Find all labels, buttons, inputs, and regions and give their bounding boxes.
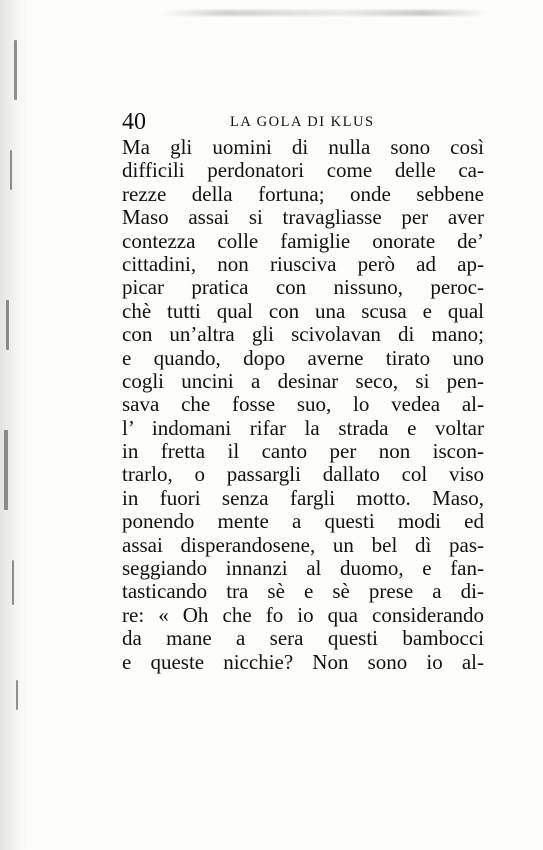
text-line: cogli uncini a desinar seco, si pen- [122,368,484,393]
text-line: con un’altra gli scivolavan di mano; [122,322,484,347]
binding-mark [6,300,9,350]
scan-shadow-top [160,10,490,16]
text-line: Maso assai si travagliasse per aver [122,205,484,230]
text-line: chè tutti qual con una scusa e qual [122,298,484,323]
text-line: picar pratica con nissuno, peroc- [122,275,484,300]
text-line: ponendo mente a questi modi ed [122,509,484,534]
binding-mark [12,560,14,605]
text-line: assai disperandosene, un bel dì pas- [122,532,484,557]
binding-edge [0,0,28,850]
text-line: in fuori senza fargli motto. Maso, [122,485,484,510]
text-line: Ma gli uomini di nulla sono così [122,135,484,159]
binding-mark [16,680,18,710]
text-line: difficili perdonatori come delle ca- [122,158,484,183]
binding-mark [4,430,8,510]
binding-mark [10,150,12,190]
text-line: l’ indomani rifar la strada e voltar [122,415,484,440]
text-line: trarlo, o passargli dallato col viso [122,462,484,487]
body-text [122,136,484,674]
page-number: 40 [122,109,146,135]
text-line: e quando, dopo averne tirato uno [122,345,484,370]
running-title: LA GOLA DI KLUS [230,114,375,130]
text-line: re: « Oh che fo io qua considerando [122,602,484,627]
text-line: sava che fosse suo, lo vedea al- [122,392,484,417]
text-line: rezze della fortuna; onde sebbene [122,181,484,206]
text-line: tasticando tra sè e sè prese a di- [122,579,484,604]
text-line: in fretta il canto per non iscon- [122,439,484,464]
page-header [122,108,482,136]
text-line: da mane a sera questi bambocci [122,626,484,651]
text-line: cittadini, non riusciva però ad ap- [122,251,484,276]
text-line: contezza colle famiglie onorate de’ [122,228,484,253]
binding-mark [14,40,17,100]
text-line: e queste nicchie? Non sono io al- [122,649,484,674]
text-line: seggiando innanzi al duomo, e fan- [122,556,484,581]
